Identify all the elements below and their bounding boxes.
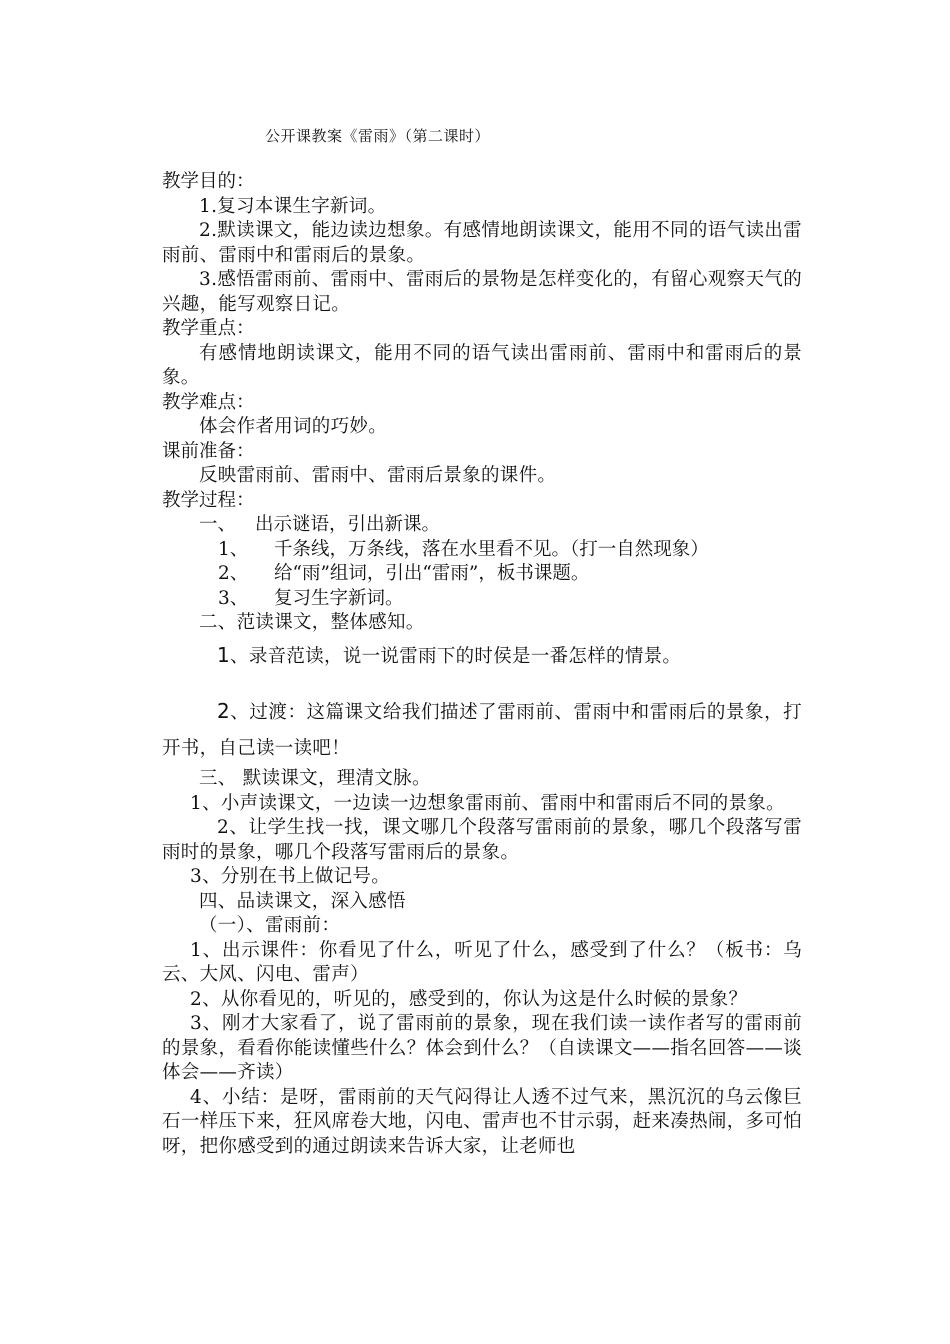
item-text: 复习生字新词。 — [274, 587, 404, 609]
list-item — [162, 562, 802, 587]
item-number: 1、 — [218, 538, 249, 560]
item-text: 、录音范读，说一说雷雨下的时侯是一番怎样的情景。 — [230, 645, 682, 667]
list-item: 2、让学生找一找，课文哪几个段落写雷雨前的景象，哪几个段落写雷雨时的景象，哪几个段落写雷雨后的景象。 — [162, 817, 802, 863]
list-item: 2、从你看见的，听见的，感受到的，你认为这是什么时候的景象？ — [190, 988, 748, 1010]
document-title: 公开课教案《雷雨》（第二课时） — [265, 127, 491, 145]
goal-item: 1.复习本课生字新词。 — [199, 195, 387, 217]
goal-item: 3.感悟雷雨前、雷雨中、雷雨后的景物是怎样变化的，有留心观察天气的兴趣，能写观察日记。 — [162, 269, 802, 315]
section-heading — [162, 513, 802, 538]
key-text: 有感情地朗读课文，能用不同的语气读出雷雨前、雷雨中和雷雨后的景象。 — [162, 342, 802, 388]
document-body — [162, 170, 802, 1159]
list-item: 1、出示课件：你看见了什么，听见了什么，感受到了什么？（板书：乌云、大风、闪电、雷声） — [162, 939, 802, 985]
item-number: 1 — [217, 642, 231, 667]
list-item: 3、刚才大家看了，说了雷雨前的景象，现在我们读一读作者写的雷雨前的景象，看看你能读懂些什么？体会到什么？（自读课文——指名回答——谈体会——齐读） — [162, 1013, 802, 1083]
difficulty-heading: 教学难点： — [162, 391, 255, 413]
prep-text: 反映雷雨前、雷雨中、雷雨后景象的课件。 — [199, 465, 557, 486]
item-text: 千条线，万条线，落在水里看不见。（打一自然现象） — [274, 538, 709, 560]
item-text: 、过渡：这篇课文给我们描述了雷雨前、雷雨中和雷雨后的景象，打开书，自己读一读吧！ — [162, 702, 802, 759]
list-item: 4、小结：是呀，雷雨前的天气闷得让人透不过气来，黑沉沉的乌云像巨石一样压下来，狂风席卷大地，闪电、雷声也不甘示弱，赶来凑热闹，多可怕呀，把你感受到的通过朗读来告诉大家，让老师也 — [162, 1086, 802, 1157]
process-heading: 教学过程： — [162, 489, 255, 511]
list-item — [162, 538, 802, 563]
prep-heading: 课前准备： — [162, 440, 255, 462]
list-item: 3、分别在书上做记号。 — [190, 866, 391, 887]
key-heading: 教学重点： — [162, 318, 255, 339]
list-item: 1、小声读课文，一边读一边想象雷雨前、雷雨中和雷雨后不同的景象。 — [190, 792, 785, 814]
goal-item: 2.默读课文，能边读边想象。有感情地朗读课文，能用不同的语气读出雷雨前、雷雨中和雷雨后的景象。 — [162, 220, 802, 266]
subsection-heading: （一）、雷雨前： — [199, 915, 341, 936]
list-item — [162, 587, 802, 612]
list-item — [162, 693, 802, 767]
section-text: 出示谜语，引出新课。 — [255, 514, 441, 535]
item-number: 2、 — [218, 563, 249, 584]
item-number: 2 — [217, 699, 231, 723]
item-text: 给“雨”组词，引出“雷雨”，板书课题。 — [274, 563, 590, 584]
difficulty-text: 体会作者用词的巧妙。 — [199, 416, 388, 437]
goal-heading: 教学目的： — [162, 171, 255, 192]
section-heading: 四、品读课文，深入感悟 — [199, 890, 406, 912]
list-item — [162, 643, 802, 670]
item-number: 3、 — [218, 587, 249, 609]
section-heading: 三、 默读课文，理清文脉。 — [199, 768, 431, 789]
section-heading: 二、范读课文，整体感知。 — [199, 612, 425, 633]
section-number: 一、 — [199, 514, 237, 535]
